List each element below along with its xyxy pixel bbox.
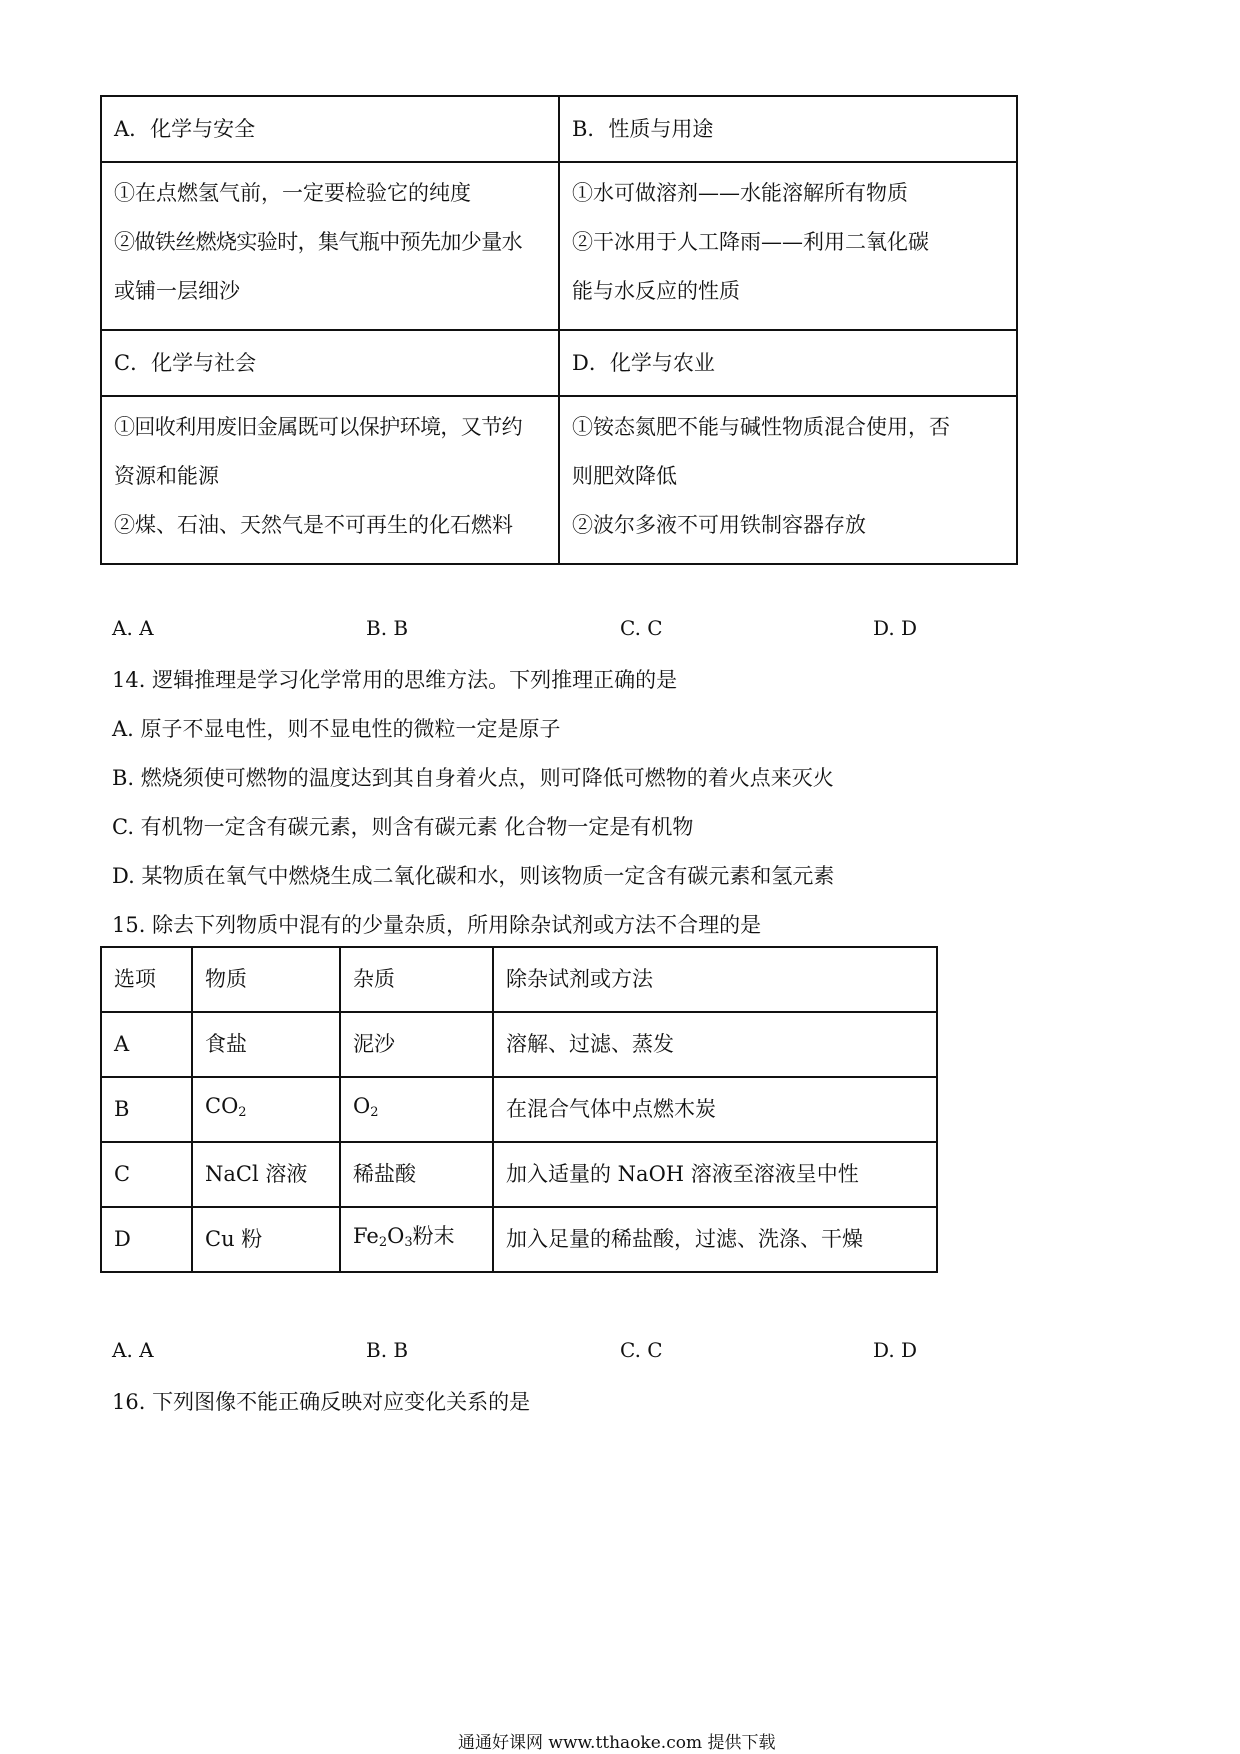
table-row [101, 1077, 937, 1142]
q15-stem: 15. 除去下列物质中混有的少量杂质，所用除杂试剂或方法不合理的是 [112, 913, 762, 937]
cell-a-body [101, 162, 559, 330]
co-text: CO [205, 1094, 239, 1118]
header-substance: 物质 [192, 947, 340, 1012]
cell-d-line: ②波尔多液不可用铁制容器存放 [572, 513, 866, 537]
row-a-substance: 食盐 [192, 1012, 340, 1077]
o-text: O [353, 1094, 371, 1118]
cell-c-title: C．化学与社会 [101, 330, 559, 396]
header-impurity: 杂质 [340, 947, 493, 1012]
cell-a-line: 或铺一层细沙 [114, 279, 240, 303]
cell-c-line: ②煤、石油、天然气是不可再生的化石燃料 [114, 513, 513, 537]
page-footer: 通通好课网 www.tthaoke.com 提供下载 [458, 1733, 776, 1753]
cell-b-line: ②干冰用于人工降雨——利用二氧化碳 [572, 230, 929, 254]
q15-option-c[interactable]: C. C [620, 1338, 663, 1362]
table-header-row [101, 947, 937, 1012]
q13-option-a[interactable]: A. A [112, 616, 154, 640]
q13-table [100, 95, 1018, 565]
cell-a-line: ①在点燃氢气前，一定要检验它的纯度 [114, 181, 471, 205]
table-row [101, 1207, 937, 1272]
row-d-option: D [101, 1207, 192, 1272]
q16-stem: 16. 下列图像不能正确反映对应变化关系的是 [112, 1390, 531, 1414]
cell-c-body [101, 396, 559, 564]
header-option: 选项 [101, 947, 192, 1012]
row-a-impurity: 泥沙 [340, 1012, 493, 1077]
row-c-option: C [101, 1142, 192, 1207]
q13-option-b[interactable]: B. B [366, 616, 409, 640]
cell-b-line: ①水可做溶剂——水能溶解所有物质 [572, 181, 908, 205]
powder-text: 粉末 [412, 1224, 455, 1248]
row-d-method: 加入足量的稀盐酸，过滤、洗涤、干燥 [493, 1207, 937, 1272]
q14-option-c[interactable]: C. 有机物一定含有碳元素，则含有碳元素 化合物一定是有机物 [112, 815, 694, 839]
row-a-method: 溶解、过滤、蒸发 [493, 1012, 937, 1077]
q14-option-b[interactable]: B. 燃烧须使可燃物的温度达到其自身着火点，则可降低可燃物的着火点来灭火 [112, 766, 834, 790]
q13-option-c[interactable]: C. C [620, 616, 663, 640]
row-a-option: A [101, 1012, 192, 1077]
cell-b-body [559, 162, 1017, 330]
q15-option-d[interactable]: D. D [873, 1338, 918, 1362]
row-b-impurity [340, 1077, 493, 1142]
cell-b-line: 能与水反应的性质 [572, 279, 740, 303]
row-d-substance: Cu 粉 [192, 1207, 340, 1272]
cell-d-line: 则肥效降低 [572, 464, 677, 488]
q15-table [100, 946, 938, 1273]
cell-a-line: ②做铁丝燃烧实验时，集气瓶中预先加少量水 [114, 230, 522, 254]
row-c-substance: NaCl 溶液 [192, 1142, 340, 1207]
cell-c-line: 资源和能源 [114, 464, 219, 488]
o2-subscript: 2 [370, 1105, 379, 1120]
cell-d-title: D．化学与农业 [559, 330, 1017, 396]
q13-option-d[interactable]: D. D [873, 616, 918, 640]
row-c-method: 加入适量的 NaOH 溶液至溶液呈中性 [493, 1142, 937, 1207]
q14-option-d[interactable]: D. 某物质在氧气中燃烧生成二氧化碳和水，则该物质一定含有碳元素和氢元素 [112, 864, 835, 888]
fe-text: Fe [353, 1224, 379, 1248]
row-b-option: B [101, 1077, 192, 1142]
q15-option-a[interactable]: A. A [112, 1338, 154, 1362]
row-b-substance [192, 1077, 340, 1142]
o-letter: O [387, 1224, 405, 1248]
fe2-subscript: 2 [378, 1235, 388, 1250]
q15-option-b[interactable]: B. B [366, 1338, 409, 1362]
o3-subscript: 3 [404, 1235, 413, 1250]
q14-stem: 14. 逻辑推理是学习化学常用的思维方法。下列推理正确的是 [112, 668, 678, 692]
cell-a-title: A．化学与安全 [101, 96, 559, 162]
row-c-impurity: 稀盐酸 [340, 1142, 493, 1207]
cell-d-line: ①铵态氮肥不能与碱性物质混合使用，否 [572, 415, 950, 439]
table-row [101, 1012, 937, 1077]
table-row [101, 1142, 937, 1207]
cell-b-title: B．性质与用途 [559, 96, 1017, 162]
header-method: 除杂试剂或方法 [493, 947, 937, 1012]
cell-d-body [559, 396, 1017, 564]
cell-c-line: ①回收利用废旧金属既可以保护环境，又节约 [114, 415, 522, 439]
q14-option-a[interactable]: A. 原子不显电性，则不显电性的微粒一定是原子 [112, 717, 561, 741]
co2-subscript: 2 [238, 1105, 247, 1120]
row-b-method: 在混合气体中点燃木炭 [493, 1077, 937, 1142]
row-d-impurity [340, 1207, 493, 1272]
